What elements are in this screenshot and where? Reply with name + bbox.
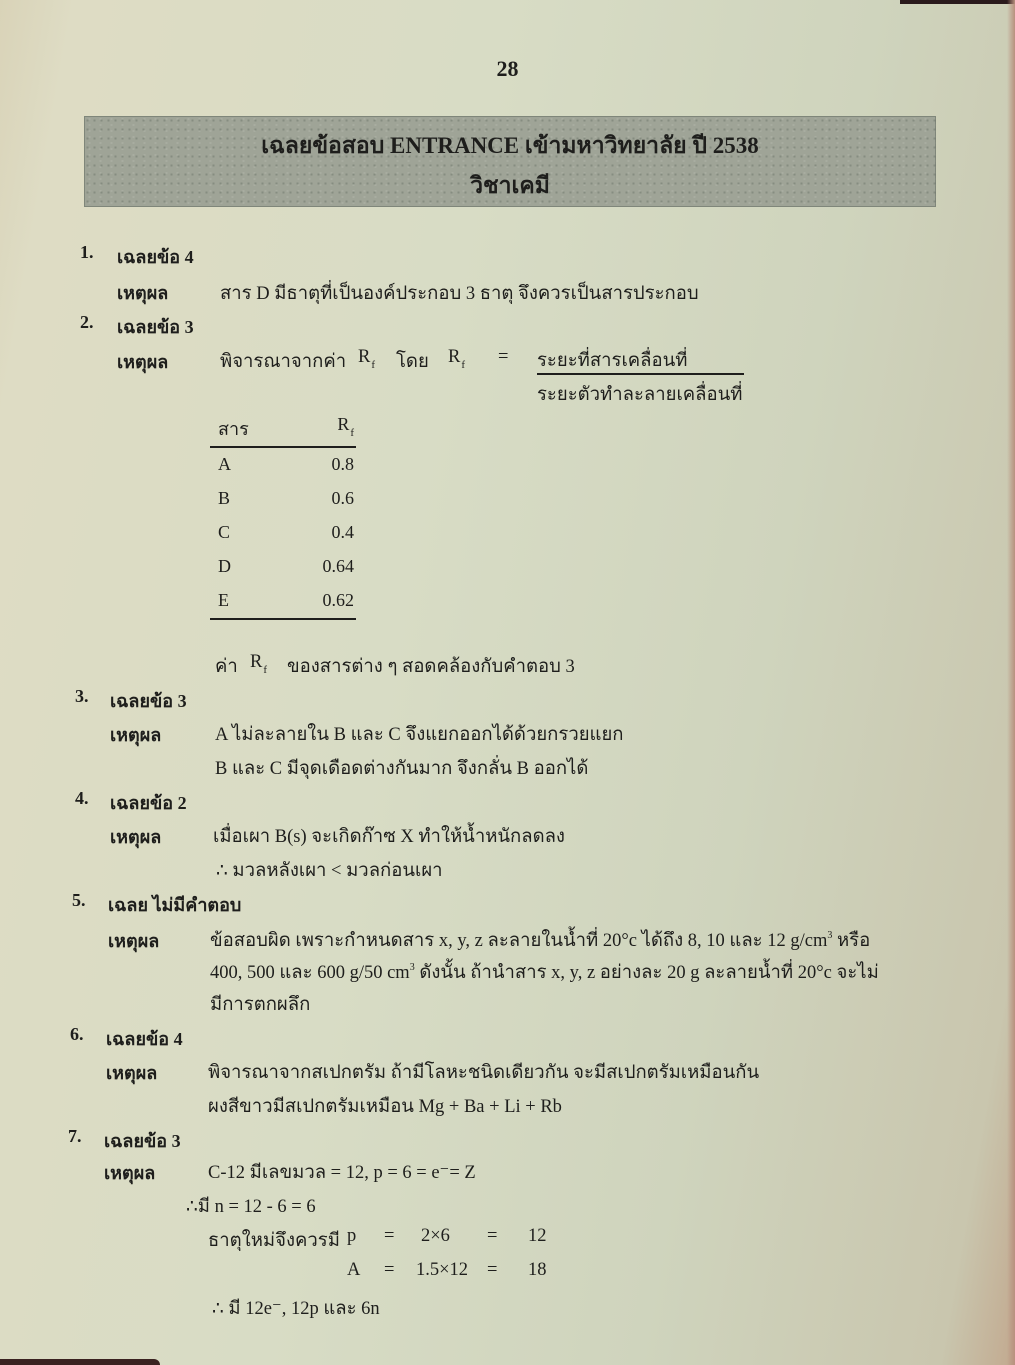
- item-number: 4.: [75, 788, 89, 808]
- header-substance: สาร: [218, 419, 249, 439]
- answer-label: เฉลยข้อ 4: [117, 247, 194, 267]
- title-band: [84, 116, 936, 207]
- reason-text: ∴ มวลหลังเผา < มวลก่อนเผา: [216, 861, 443, 881]
- calc-var: A: [347, 1260, 361, 1280]
- reason-text: พิจารณาจากสเปกตรัม ถ้ามีโลหะชนิดเดียวกัน จะมีสเปกตรัมเหมือนกัน: [208, 1063, 760, 1083]
- item-number: 2.: [80, 312, 94, 332]
- page-number: 28: [496, 56, 519, 81]
- answer-label: เฉลยข้อ 3: [110, 691, 187, 711]
- item-number: 6.: [70, 1024, 84, 1044]
- item-number: 5.: [72, 890, 86, 910]
- calc-value: 12: [528, 1226, 547, 1246]
- rf-cell: 0.6: [331, 488, 354, 508]
- item-number: 1.: [80, 242, 94, 262]
- substance-cell: E: [218, 590, 229, 610]
- by-word: โดย: [396, 352, 429, 372]
- table-row: [210, 448, 356, 482]
- fraction-numerator: ระยะที่สารเคลื่อนที่: [537, 351, 688, 371]
- reason-text: 400, 500 และ 600 g/50 $cm^3$ ดังนั้น ถ้านำสาร x, y, z อย่างละ 20 g ละลายน้ำที่ 20°c จะไม่: [210, 962, 879, 983]
- fraction-denominator: ระยะตัวทำละลายเคลื่อนที่: [537, 385, 743, 405]
- rf-symbol: $R_f$: [448, 347, 466, 371]
- reason-label: เหตุผล: [117, 283, 169, 303]
- rf-cell: 0.62: [322, 590, 354, 610]
- rf-cell: 0.4: [331, 522, 354, 542]
- document-title: เฉลยข้อสอบ ENTRANCE เข้ามหาวิทยาลัย ปี 2538: [261, 133, 759, 158]
- fraction-line: [537, 346, 744, 375]
- answer-label: เฉลยข้อ 2: [110, 793, 187, 813]
- rf-table: [210, 412, 356, 620]
- reason-text: ∴ มี 12e⁻, 12p และ 6n: [212, 1299, 380, 1319]
- header-rf: $R_f$: [337, 414, 354, 439]
- answer-label: เฉลยข้อ 3: [117, 317, 194, 337]
- substance-cell: A: [218, 454, 231, 474]
- rf-symbol: $R_f$: [250, 652, 268, 676]
- table-row: [210, 550, 356, 584]
- table-row: [210, 516, 356, 550]
- reason-label: เหตุผล: [110, 827, 162, 847]
- rf-cell: 0.64: [322, 556, 354, 576]
- calc-eq: =: [487, 1260, 498, 1280]
- table-row: [210, 482, 356, 516]
- rf-cell: 0.8: [331, 454, 354, 474]
- reason-text: ผงสีขาวมีสเปกตรัมเหมือน Mg + Ba + Li + Rb: [208, 1097, 562, 1117]
- conclusion-prefix: ค่า: [215, 657, 238, 677]
- calc-expr: 2×6: [421, 1226, 450, 1246]
- conclusion-text: ของสารต่าง ๆ สอดคล้องกับคำตอบ 3: [287, 657, 575, 677]
- substance-cell: C: [218, 522, 231, 542]
- reason-label: เหตุผล: [108, 931, 160, 951]
- item-number: 7.: [68, 1126, 82, 1146]
- calc-expr: 1.5×12: [416, 1260, 469, 1280]
- answer-label: เฉลย ไม่มีคำตอบ: [108, 895, 242, 915]
- equals-sign: =: [498, 347, 509, 367]
- substance-cell: B: [218, 488, 231, 508]
- calc-label: ธาตุใหม่จึงควรมี: [208, 1231, 340, 1251]
- item-number: 3.: [75, 686, 89, 706]
- subject-title: วิชาเคมี: [470, 173, 550, 198]
- reason-label: เหตุผล: [106, 1063, 158, 1083]
- reason-text: ∴มี n = 12 - 6 = 6: [186, 1197, 316, 1217]
- substance-cell: D: [218, 556, 231, 576]
- calc-eq: =: [384, 1226, 395, 1246]
- reason-text: สาร D มีธาตุที่เป็นองค์ประกอบ 3 ธาตุ จึงควรเป็นสารประกอบ: [220, 284, 699, 304]
- scan-edge-top: [900, 0, 1015, 4]
- table-header: [210, 412, 356, 448]
- reason-text: B และ C มีจุดเดือดต่างกันมาก จึงกลั่น B ออกได้: [215, 759, 589, 779]
- reason-text: มีการตกผลึก: [210, 995, 311, 1015]
- rf-symbol: $R_f$: [358, 347, 376, 371]
- calc-eq: =: [384, 1260, 395, 1280]
- calc-var: p: [347, 1226, 357, 1246]
- answer-label: เฉลยข้อ 3: [104, 1131, 181, 1151]
- reason-text: A ไม่ละลายใน B และ C จึงแยกออกได้ด้วยกรวยแยก: [215, 725, 624, 745]
- calc-value: 18: [528, 1260, 547, 1280]
- scan-edge-bottom: [0, 1359, 160, 1365]
- reason-text: ข้อสอบผิด เพราะกำหนดสาร x, y, z ละลายในน้ำที่ 20°c ได้ถึง 8, 10 และ 12 $g/cm^3$ หรือ: [210, 930, 871, 951]
- table-row: [210, 584, 356, 620]
- reason-text: C-12 มีเลขมวล = 12, p = 6 = e⁻= Z: [208, 1163, 476, 1183]
- reason-label: เหตุผล: [104, 1163, 156, 1183]
- reason-intro: พิจารณาจากค่า: [220, 352, 347, 372]
- scan-edge-right: [1007, 0, 1015, 1365]
- reason-text: เมื่อเผา B(s) จะเกิดก๊าซ X ทำให้น้ำหนักลดลง: [213, 827, 565, 847]
- calc-eq: =: [487, 1226, 498, 1246]
- reason-label: เหตุผล: [117, 352, 169, 372]
- reason-label: เหตุผล: [110, 725, 162, 745]
- answer-label: เฉลยข้อ 4: [106, 1029, 183, 1049]
